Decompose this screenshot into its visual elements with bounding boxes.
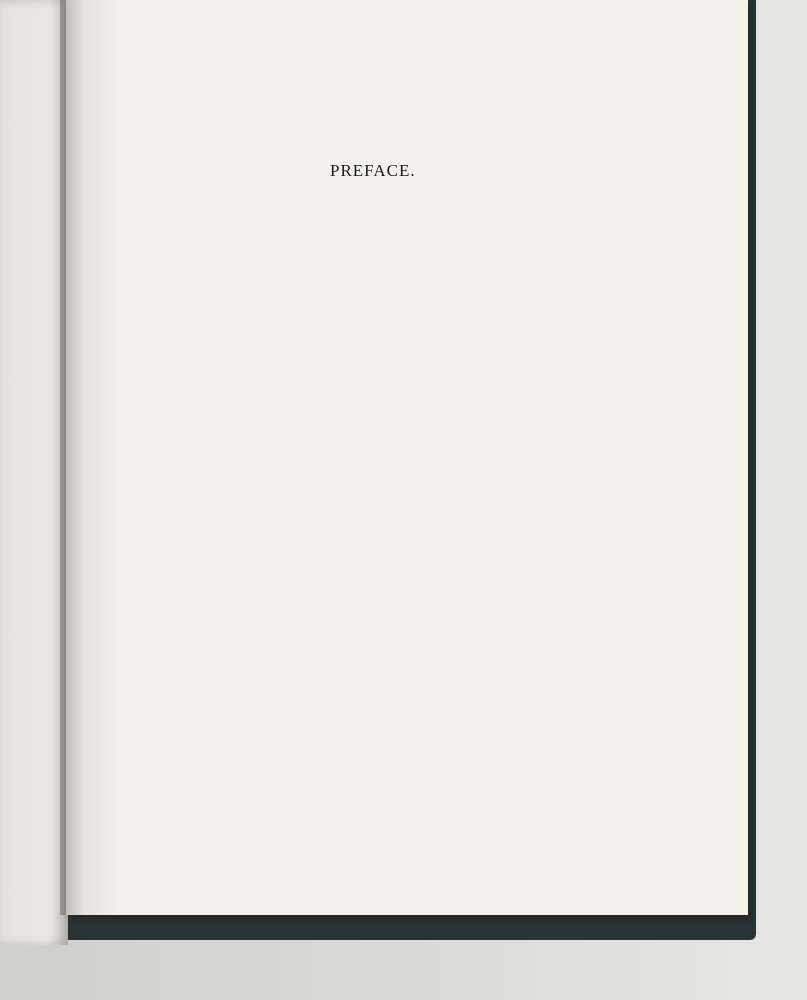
book-page: [66, 0, 748, 915]
page-title: PREFACE.: [330, 161, 416, 180]
left-page-edge: [0, 0, 68, 945]
gutter-shadow: [60, 0, 120, 915]
